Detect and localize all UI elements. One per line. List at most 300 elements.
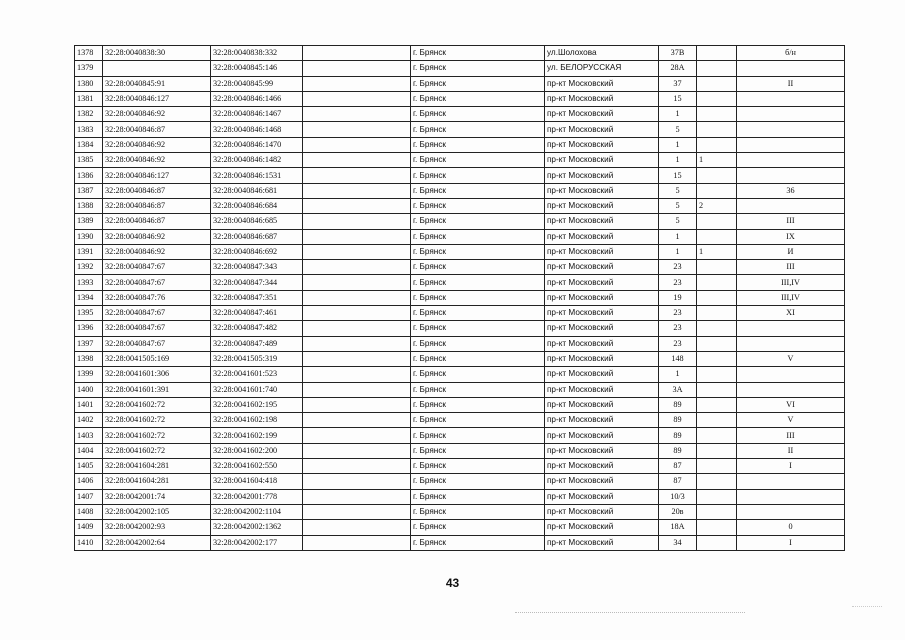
row-number: 1396 — [75, 321, 103, 336]
city: г. Брянск — [411, 61, 545, 76]
street: пр-кт Московский — [545, 321, 659, 336]
apartment: II — [737, 443, 845, 458]
city: г. Брянск — [411, 321, 545, 336]
city: г. Брянск — [411, 428, 545, 443]
apartment: IX — [737, 229, 845, 244]
building-block — [697, 260, 737, 275]
table-row — [75, 183, 845, 198]
house-number: 1 — [659, 229, 697, 244]
empty-cell — [303, 382, 411, 397]
house-number: 28А — [659, 61, 697, 76]
empty-cell — [303, 214, 411, 229]
empty-cell — [303, 504, 411, 519]
cadastral-number: 32:28:0040846:1531 — [211, 168, 303, 183]
cadastral-block: 32:28:0041505:169 — [103, 351, 211, 366]
row-number: 1409 — [75, 520, 103, 535]
apartment: III,IV — [737, 275, 845, 290]
building-block — [697, 290, 737, 305]
apartment — [737, 168, 845, 183]
cadastral-block: 32:28:0040846:87 — [103, 122, 211, 137]
apartment — [737, 107, 845, 122]
row-number: 1385 — [75, 153, 103, 168]
table-row — [75, 91, 845, 106]
building-block: 1 — [697, 244, 737, 259]
city: г. Брянск — [411, 290, 545, 305]
row-number: 1397 — [75, 336, 103, 351]
apartment: VI — [737, 397, 845, 412]
city: г. Брянск — [411, 397, 545, 412]
empty-cell — [303, 153, 411, 168]
cadastral-block: 32:28:0040847:67 — [103, 275, 211, 290]
cadastral-number: 32:28:0041604:418 — [211, 474, 303, 489]
city: г. Брянск — [411, 107, 545, 122]
apartment — [737, 137, 845, 152]
table-row — [75, 107, 845, 122]
cadastral-block: 32:28:0042002:93 — [103, 520, 211, 535]
table-row — [75, 260, 845, 275]
apartment: 0 — [737, 520, 845, 535]
cadastral-block: 32:28:0041602:72 — [103, 428, 211, 443]
house-number: 15 — [659, 168, 697, 183]
city: г. Брянск — [411, 76, 545, 91]
row-number: 1380 — [75, 76, 103, 91]
cadastral-number: 32:28:0041505:319 — [211, 351, 303, 366]
city: г. Брянск — [411, 153, 545, 168]
empty-cell — [303, 107, 411, 122]
house-number: 89 — [659, 443, 697, 458]
house-number: 5 — [659, 183, 697, 198]
empty-cell — [303, 168, 411, 183]
cadastral-block: 32:28:0040846:92 — [103, 107, 211, 122]
table-row — [75, 336, 845, 351]
cadastral-block — [103, 61, 211, 76]
table-row — [75, 535, 845, 550]
apartment: III — [737, 214, 845, 229]
table-row — [75, 306, 845, 321]
apartment — [737, 153, 845, 168]
empty-cell — [303, 76, 411, 91]
cadastral-number: 32:28:0042002:1362 — [211, 520, 303, 535]
building-block — [697, 489, 737, 504]
table-row — [75, 489, 845, 504]
cadastral-block: 32:28:0040846:92 — [103, 137, 211, 152]
cadastral-block: 32:28:0040847:67 — [103, 260, 211, 275]
street: пр-кт Московский — [545, 306, 659, 321]
cadastral-block: 32:28:0040845:91 — [103, 76, 211, 91]
building-block — [697, 137, 737, 152]
city: г. Брянск — [411, 520, 545, 535]
apartment — [737, 61, 845, 76]
empty-cell — [303, 443, 411, 458]
apartment — [737, 198, 845, 213]
table-row — [75, 275, 845, 290]
cadastral-block: 32:28:0040846:87 — [103, 214, 211, 229]
building-block — [697, 428, 737, 443]
city: г. Брянск — [411, 504, 545, 519]
cadastral-block: 32:28:0040846:87 — [103, 198, 211, 213]
street: пр-кт Московский — [545, 382, 659, 397]
building-block — [697, 504, 737, 519]
apartment: б/н — [737, 46, 845, 61]
cadastral-number: 32:28:0040845:99 — [211, 76, 303, 91]
house-number: 89 — [659, 397, 697, 412]
building-block — [697, 122, 737, 137]
empty-cell — [303, 413, 411, 428]
apartment: II — [737, 76, 845, 91]
table-row — [75, 76, 845, 91]
cadastral-number: 32:28:0041602:195 — [211, 397, 303, 412]
building-block — [697, 520, 737, 535]
empty-cell — [303, 489, 411, 504]
apartment — [737, 382, 845, 397]
building-block — [697, 397, 737, 412]
row-number: 1381 — [75, 91, 103, 106]
city: г. Брянск — [411, 474, 545, 489]
building-block — [697, 367, 737, 382]
empty-cell — [303, 260, 411, 275]
table-row — [75, 474, 845, 489]
street: пр-кт Московский — [545, 214, 659, 229]
building-block — [697, 46, 737, 61]
apartment: И — [737, 244, 845, 259]
cadastral-block: 32:28:0041604:281 — [103, 474, 211, 489]
cadastral-number: 32:28:0040846:1470 — [211, 137, 303, 152]
row-number: 1392 — [75, 260, 103, 275]
building-block — [697, 229, 737, 244]
cadastral-block: 32:28:0040838:30 — [103, 46, 211, 61]
house-number: 23 — [659, 336, 697, 351]
house-number: 87 — [659, 459, 697, 474]
house-number: 23 — [659, 275, 697, 290]
empty-cell — [303, 306, 411, 321]
registry-body — [75, 46, 845, 551]
table-row — [75, 443, 845, 458]
cadastral-block: 32:28:0040846:92 — [103, 244, 211, 259]
house-number: 89 — [659, 413, 697, 428]
street: пр-кт Московский — [545, 76, 659, 91]
cadastral-block: 32:28:0041604:281 — [103, 459, 211, 474]
empty-cell — [303, 91, 411, 106]
cadastral-number: 32:28:0040847:461 — [211, 306, 303, 321]
cadastral-number: 32:28:0040846:687 — [211, 229, 303, 244]
apartment — [737, 91, 845, 106]
table-row — [75, 459, 845, 474]
building-block — [697, 61, 737, 76]
city: г. Брянск — [411, 489, 545, 504]
empty-cell — [303, 459, 411, 474]
house-number: 3А — [659, 382, 697, 397]
city: г. Брянск — [411, 168, 545, 183]
house-number: 23 — [659, 306, 697, 321]
cadastral-block: 32:28:0040846:92 — [103, 153, 211, 168]
cadastral-block: 32:28:0041602:72 — [103, 413, 211, 428]
cadastral-number: 32:28:0041601:523 — [211, 367, 303, 382]
house-number: 87 — [659, 474, 697, 489]
city: г. Брянск — [411, 260, 545, 275]
house-number: 15 — [659, 91, 697, 106]
house-number: 37 — [659, 76, 697, 91]
apartment: III,IV — [737, 290, 845, 305]
house-number: 1 — [659, 153, 697, 168]
building-block — [697, 474, 737, 489]
cadastral-block: 32:28:0040847:67 — [103, 306, 211, 321]
city: г. Брянск — [411, 198, 545, 213]
cadastral-block: 32:28:0041602:72 — [103, 397, 211, 412]
building-block — [697, 76, 737, 91]
table-row — [75, 382, 845, 397]
apartment: III — [737, 428, 845, 443]
apartment — [737, 367, 845, 382]
row-number: 1405 — [75, 459, 103, 474]
empty-cell — [303, 46, 411, 61]
building-block — [697, 443, 737, 458]
street: пр-кт Московский — [545, 351, 659, 366]
row-number: 1398 — [75, 351, 103, 366]
street: пр-кт Московский — [545, 183, 659, 198]
page-number: 43 — [445, 576, 460, 590]
building-block — [697, 107, 737, 122]
row-number: 1399 — [75, 367, 103, 382]
city: г. Брянск — [411, 535, 545, 550]
building-block — [697, 382, 737, 397]
table-row — [75, 198, 845, 213]
city: г. Брянск — [411, 351, 545, 366]
empty-cell — [303, 428, 411, 443]
street: пр-кт Московский — [545, 137, 659, 152]
empty-cell — [303, 290, 411, 305]
table-row — [75, 214, 845, 229]
cadastral-number: 32:28:0040847:351 — [211, 290, 303, 305]
house-number: 148 — [659, 351, 697, 366]
cadastral-block: 32:28:0041601:391 — [103, 382, 211, 397]
street: пр-кт Московский — [545, 290, 659, 305]
row-number: 1400 — [75, 382, 103, 397]
table-row — [75, 367, 845, 382]
row-number: 1401 — [75, 397, 103, 412]
row-number: 1379 — [75, 61, 103, 76]
empty-cell — [303, 137, 411, 152]
city: г. Брянск — [411, 367, 545, 382]
building-block — [697, 214, 737, 229]
apartment — [737, 489, 845, 504]
cadastral-number: 32:28:0042002:177 — [211, 535, 303, 550]
row-number: 1408 — [75, 504, 103, 519]
empty-cell — [303, 321, 411, 336]
street: пр-кт Московский — [545, 153, 659, 168]
row-number: 1390 — [75, 229, 103, 244]
empty-cell — [303, 367, 411, 382]
empty-cell — [303, 183, 411, 198]
row-number: 1410 — [75, 535, 103, 550]
table-row — [75, 46, 845, 61]
street: пр-кт Московский — [545, 413, 659, 428]
house-number: 1 — [659, 244, 697, 259]
row-number: 1389 — [75, 214, 103, 229]
table-row — [75, 413, 845, 428]
table-row — [75, 504, 845, 519]
street: пр-кт Московский — [545, 168, 659, 183]
apartment: III — [737, 260, 845, 275]
building-block — [697, 275, 737, 290]
street: пр-кт Московский — [545, 443, 659, 458]
street: пр-кт Московский — [545, 275, 659, 290]
cadastral-number: 32:28:0040846:684 — [211, 198, 303, 213]
house-number: 5 — [659, 198, 697, 213]
empty-cell — [303, 397, 411, 412]
apartment — [737, 336, 845, 351]
table-row — [75, 244, 845, 259]
empty-cell — [303, 229, 411, 244]
city: г. Брянск — [411, 382, 545, 397]
city: г. Брянск — [411, 306, 545, 321]
street: пр-кт Московский — [545, 336, 659, 351]
row-number: 1387 — [75, 183, 103, 198]
street: пр-кт Московский — [545, 397, 659, 412]
building-block — [697, 91, 737, 106]
cadastral-block: 32:28:0040846:87 — [103, 183, 211, 198]
scan-noise — [515, 612, 745, 615]
city: г. Брянск — [411, 46, 545, 61]
cadastral-number: 32:28:0042002:1104 — [211, 504, 303, 519]
apartment — [737, 504, 845, 519]
apartment: V — [737, 351, 845, 366]
street: пр-кт Московский — [545, 122, 659, 137]
apartment — [737, 321, 845, 336]
cadastral-block: 32:28:0040847:67 — [103, 321, 211, 336]
house-number: 10/3 — [659, 489, 697, 504]
table-row — [75, 351, 845, 366]
building-block: 1 — [697, 153, 737, 168]
cadastral-block: 32:28:0040847:76 — [103, 290, 211, 305]
cadastral-number: 32:28:0040845:146 — [211, 61, 303, 76]
house-number: 89 — [659, 428, 697, 443]
city: г. Брянск — [411, 275, 545, 290]
city: г. Брянск — [411, 214, 545, 229]
cadastral-number: 32:28:0041602:198 — [211, 413, 303, 428]
street: пр-кт Московский — [545, 91, 659, 106]
row-number: 1388 — [75, 198, 103, 213]
table-row — [75, 153, 845, 168]
cadastral-number: 32:28:0040847:344 — [211, 275, 303, 290]
cadastral-number: 32:28:0041602:199 — [211, 428, 303, 443]
street: пр-кт Московский — [545, 489, 659, 504]
house-number: 1 — [659, 367, 697, 382]
empty-cell — [303, 122, 411, 137]
building-block — [697, 351, 737, 366]
row-number: 1383 — [75, 122, 103, 137]
table-row — [75, 137, 845, 152]
scan-noise — [852, 606, 882, 609]
street: пр-кт Московский — [545, 428, 659, 443]
empty-cell — [303, 198, 411, 213]
street: пр-кт Московский — [545, 535, 659, 550]
city: г. Брянск — [411, 229, 545, 244]
apartment: 36 — [737, 183, 845, 198]
house-number: 23 — [659, 321, 697, 336]
cadastral-number: 32:28:0041602:550 — [211, 459, 303, 474]
cadastral-number: 32:28:0041602:200 — [211, 443, 303, 458]
apartment: XI — [737, 306, 845, 321]
cadastral-block: 32:28:0040847:67 — [103, 336, 211, 351]
cadastral-block: 32:28:0040846:127 — [103, 168, 211, 183]
cadastral-number: 32:28:0040846:685 — [211, 214, 303, 229]
cadastral-number: 32:28:0040846:1468 — [211, 122, 303, 137]
apartment — [737, 474, 845, 489]
city: г. Брянск — [411, 336, 545, 351]
cadastral-number: 32:28:0040846:1467 — [211, 107, 303, 122]
empty-cell — [303, 520, 411, 535]
row-number: 1393 — [75, 275, 103, 290]
house-number: 5 — [659, 214, 697, 229]
city: г. Брянск — [411, 244, 545, 259]
table-row — [75, 321, 845, 336]
table-row — [75, 428, 845, 443]
cadastral-number: 32:28:0040847:489 — [211, 336, 303, 351]
empty-cell — [303, 275, 411, 290]
building-block — [697, 168, 737, 183]
row-number: 1391 — [75, 244, 103, 259]
row-number: 1386 — [75, 168, 103, 183]
city: г. Брянск — [411, 459, 545, 474]
city: г. Брянск — [411, 122, 545, 137]
street: ул.Шолохова — [545, 46, 659, 61]
table-row — [75, 229, 845, 244]
row-number: 1404 — [75, 443, 103, 458]
empty-cell — [303, 535, 411, 550]
street: пр-кт Московский — [545, 459, 659, 474]
row-number: 1378 — [75, 46, 103, 61]
row-number: 1395 — [75, 306, 103, 321]
table-row — [75, 520, 845, 535]
cadastral-number: 32:28:0040847:482 — [211, 321, 303, 336]
apartment: I — [737, 535, 845, 550]
row-number: 1384 — [75, 137, 103, 152]
cadastral-number: 32:28:0040846:1482 — [211, 153, 303, 168]
house-number: 23 — [659, 260, 697, 275]
cadastral-block: 32:28:0040846:92 — [103, 229, 211, 244]
apartment — [737, 122, 845, 137]
building-block — [697, 336, 737, 351]
row-number: 1394 — [75, 290, 103, 305]
cadastral-block: 32:28:0042002:64 — [103, 535, 211, 550]
house-number: 34 — [659, 535, 697, 550]
cadastral-number: 32:28:0040846:692 — [211, 244, 303, 259]
city: г. Брянск — [411, 91, 545, 106]
building-block — [697, 459, 737, 474]
street: пр-кт Московский — [545, 367, 659, 382]
building-block — [697, 306, 737, 321]
building-block — [697, 535, 737, 550]
house-number: 20в — [659, 504, 697, 519]
empty-cell — [303, 336, 411, 351]
table-row — [75, 168, 845, 183]
cadastral-number: 32:28:0042001:778 — [211, 489, 303, 504]
building-block — [697, 183, 737, 198]
table-row — [75, 397, 845, 412]
building-block — [697, 413, 737, 428]
building-block — [697, 321, 737, 336]
house-number: 37В — [659, 46, 697, 61]
cadastral-number: 32:28:0040847:343 — [211, 260, 303, 275]
cadastral-block: 32:28:0041602:72 — [103, 443, 211, 458]
street: ул. БЕЛОРУССКАЯ — [545, 61, 659, 76]
table-row — [75, 61, 845, 76]
city: г. Брянск — [411, 413, 545, 428]
house-number: 5 — [659, 122, 697, 137]
property-registry-table — [74, 45, 845, 551]
cadastral-number: 32:28:0041601:740 — [211, 382, 303, 397]
empty-cell — [303, 61, 411, 76]
